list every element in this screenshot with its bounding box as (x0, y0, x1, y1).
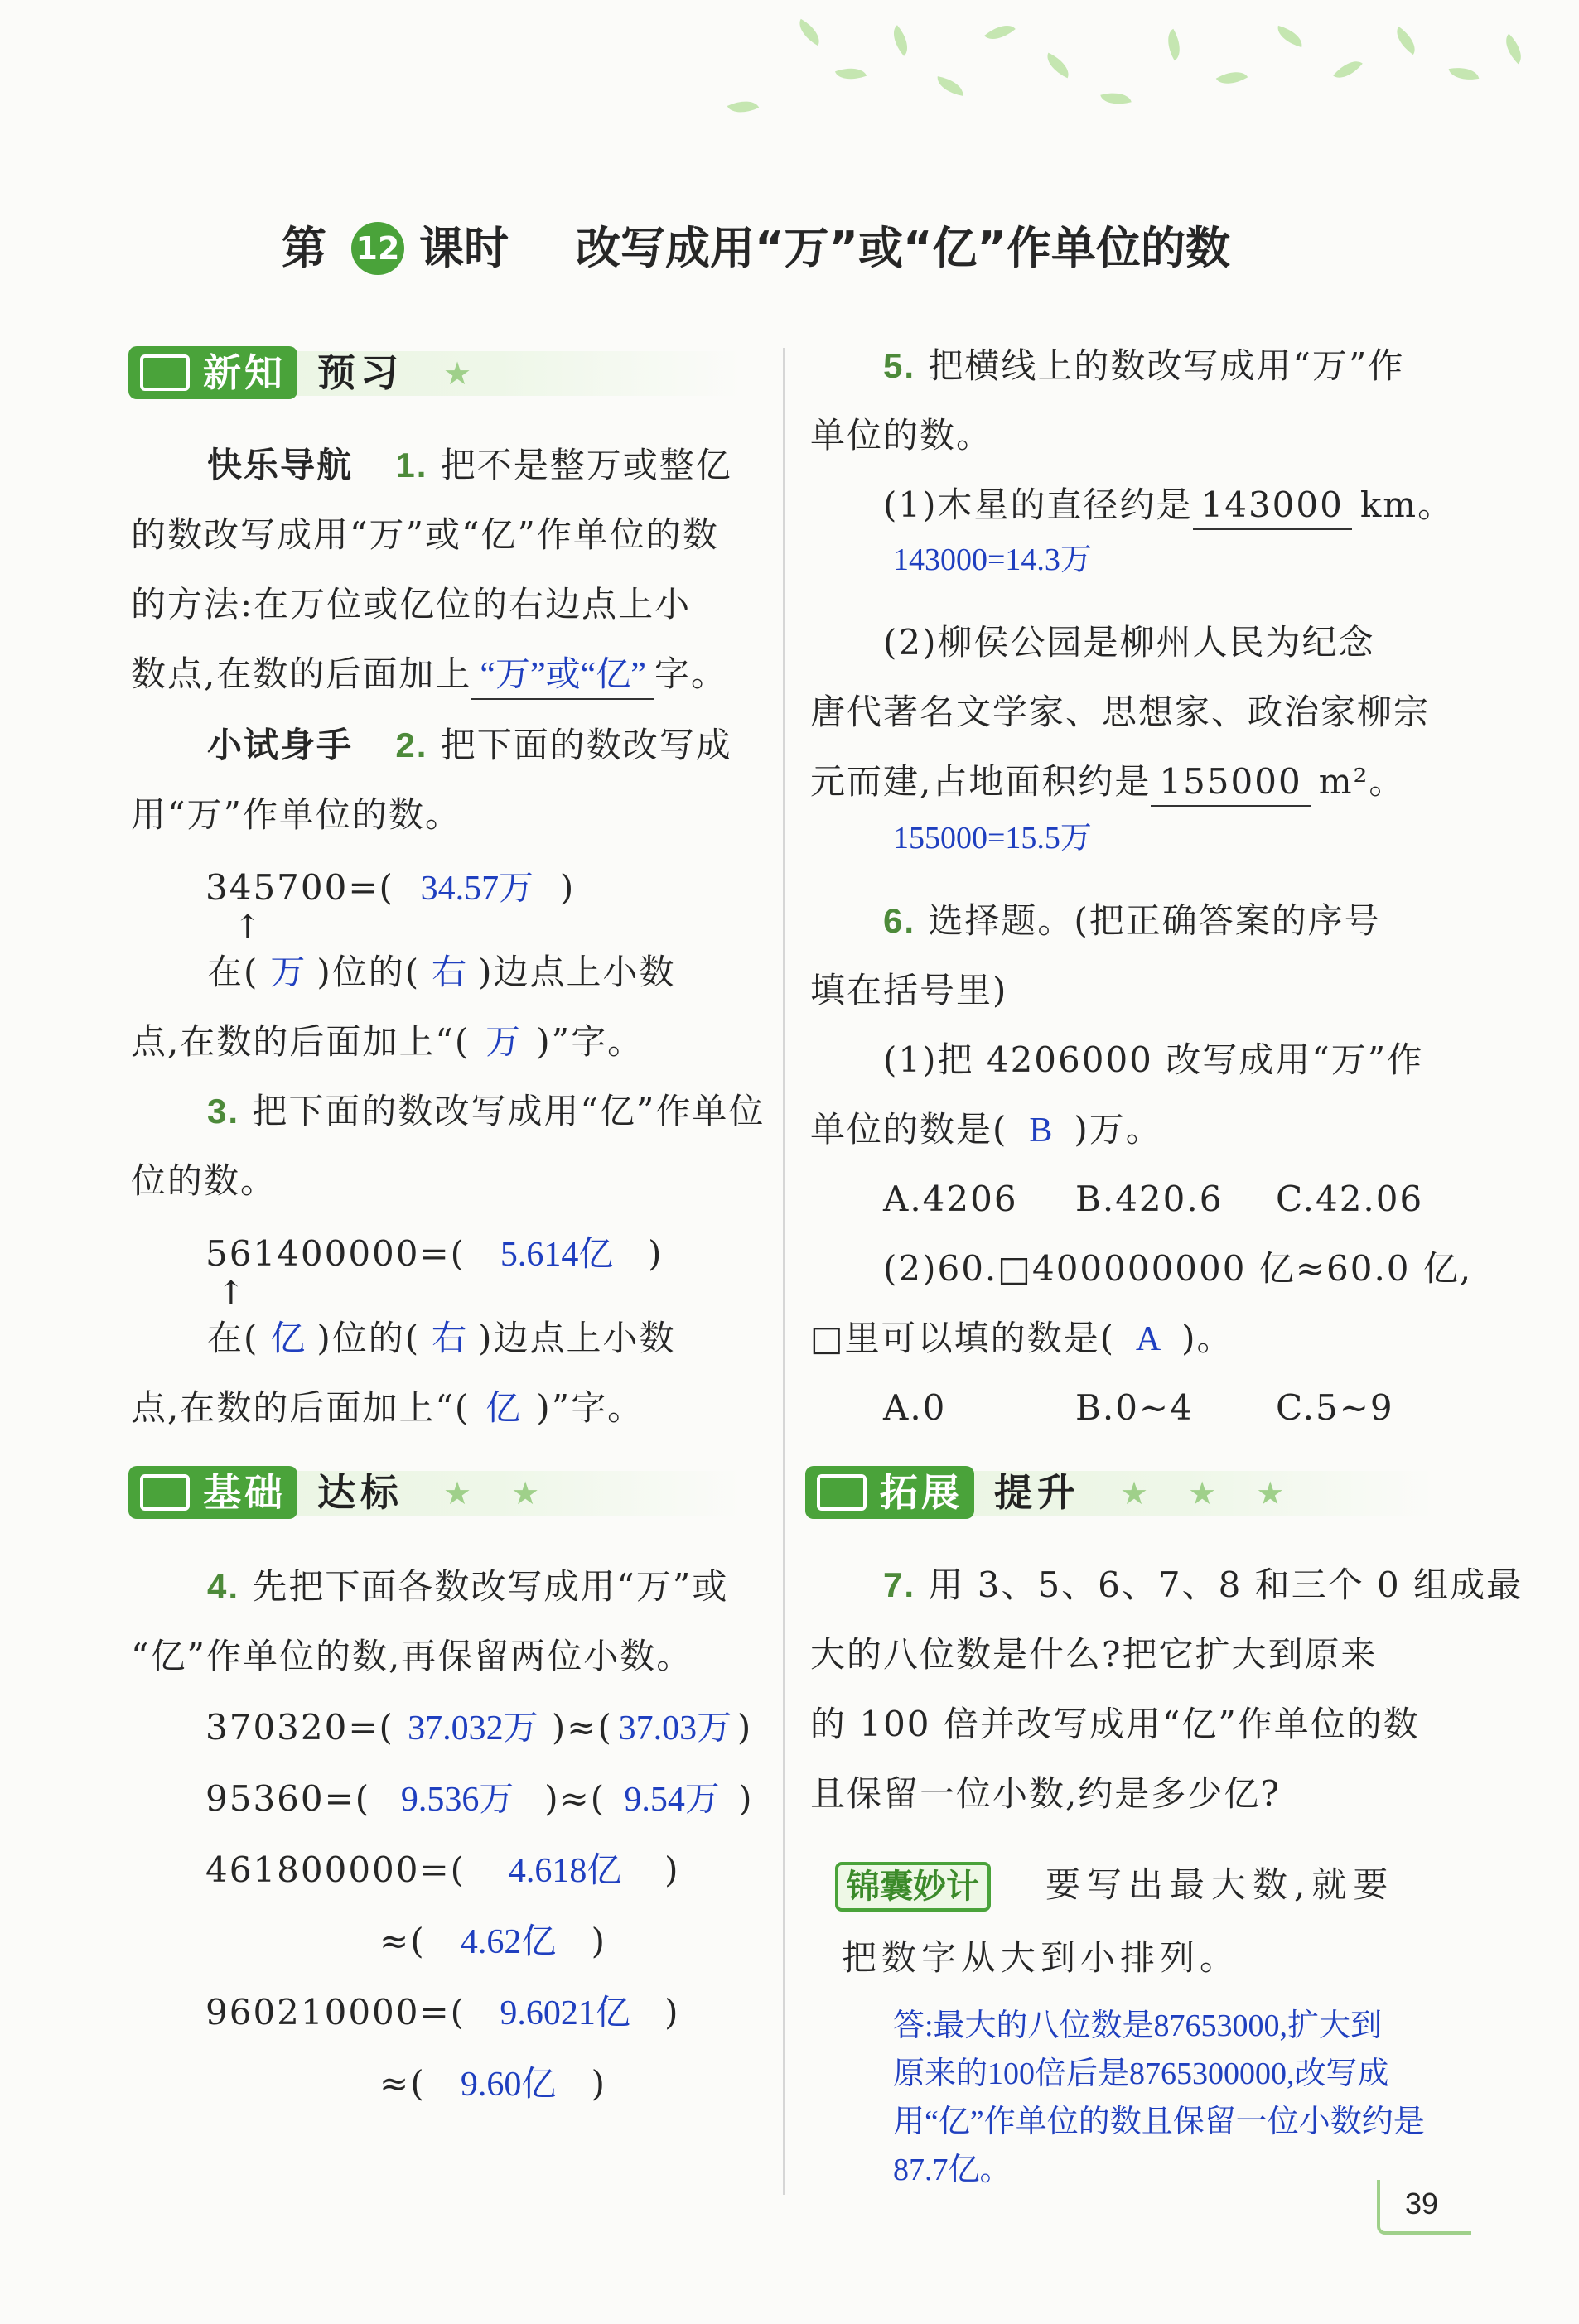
section-banner-extend (805, 1466, 1435, 1519)
q6-p2-line2b: )。 (1181, 1318, 1234, 1358)
section-tail: 提升 (994, 1470, 1080, 1515)
q2-fill-text: )位的( (316, 952, 421, 992)
pencil-icon (140, 1474, 190, 1511)
checklist-icon (817, 1474, 867, 1511)
q3-number: 3. (207, 1092, 240, 1131)
q6-p2-line2a: □里可以填的数是( (810, 1318, 1116, 1358)
q7-answer-line3: 用“亿”作单位的数且保留一位小数约是 (893, 2105, 1425, 2139)
q5-number: 5. (883, 346, 916, 385)
q4-expr: 960210000=( (205, 1992, 466, 2032)
q6-line2: 填在括号里) (810, 970, 1008, 1010)
lesson-number: 12 (355, 230, 400, 267)
q4-answer-exact: 4.618亿 (508, 1852, 622, 1890)
q3-fill-text: 在( (207, 1318, 259, 1358)
q1-line3: 的方法:在万位或亿位的右边点上小 (131, 584, 692, 624)
q4-approx: ≈( (379, 1921, 426, 1961)
q3-fill-text: )边点上小数 (478, 1318, 676, 1358)
q5-p2-line2: 唐代著名文学家、思想家、政治家柳宗 (810, 692, 1431, 732)
q2-line1: 把下面的数改写成 (440, 725, 732, 765)
q7-line2: 大的八位数是什么?把它扩大到原来 (810, 1634, 1378, 1675)
q1-line1: 把不是整万或整亿 (440, 445, 732, 485)
q2-answer-unit: 万 (485, 1024, 521, 1062)
q3-line2: 位的数。 (131, 1160, 278, 1201)
q3-answer-unit: 亿 (485, 1390, 521, 1428)
q6-line1: 选择题。(把正确答案的序号 (928, 900, 1381, 941)
lesson-suffix: 课时 (419, 222, 509, 274)
q1-answer: “万”或“亿” (471, 652, 654, 700)
q2-answer-side: 右 (432, 954, 467, 992)
q3-answer-side: 右 (432, 1320, 467, 1358)
star-rating: ★ (443, 355, 487, 392)
q4-row-4 (379, 1918, 606, 1965)
q4-expr: 95360=( (205, 1778, 371, 1819)
page-title: 改写成用“万”或“亿”作单位的数 (576, 222, 1230, 274)
q4-close: ) (738, 1778, 754, 1819)
q5-p2-line3b: m²。 (1318, 761, 1406, 802)
q3-answer: 5.614亿 (500, 1236, 614, 1274)
q2-number: 2. (395, 726, 428, 764)
q1-line4a: 数点,在数的后面加上 (131, 653, 472, 694)
q7-line4: 且保留一位小数,约是多少亿? (810, 1773, 1281, 1814)
q4-answer-rounded: 9.54万 (624, 1781, 720, 1819)
q4-close: ) (736, 1707, 753, 1748)
q6-p2-option-b: B.0~4 (1075, 1387, 1194, 1428)
star-rating: ★ ★ (443, 1475, 555, 1512)
q3-expr: 561400000=( (205, 1233, 466, 1274)
q3-close: ) (648, 1233, 664, 1274)
q4-approx: )≈( (544, 1778, 606, 1819)
q4-line2: “亿”作单位的数,再保留两位小数。 (131, 1636, 693, 1676)
tip-line1: 要写出最大数,就要 (1045, 1864, 1395, 1905)
lesson-prefix: 第 (282, 222, 326, 274)
q2-fill-text: )边点上小数 (478, 952, 676, 992)
q4-close: ) (591, 2063, 606, 2104)
q2-fill-text: )”字。 (536, 1021, 645, 1062)
q4-approx: ≈( (379, 2063, 426, 2104)
q2-label: 小试身手 (207, 725, 354, 765)
q7-line3: 的 100 倍并改写成用“亿”作单位的数 (810, 1704, 1420, 1744)
q5-p1b: km。 (1359, 485, 1455, 525)
q3-line1: 把下面的数改写成用“亿”作单位 (252, 1091, 765, 1131)
q4-row-3 (205, 1847, 679, 1894)
q6-p1-line2a: 单位的数是( (810, 1109, 1008, 1150)
page-number: 39 (1404, 2187, 1439, 2220)
q6-p2-option-a: A.0 (883, 1387, 947, 1428)
section-tag: 新知 (203, 350, 286, 395)
q4-answer-rounded: 4.62亿 (460, 1923, 557, 1961)
q4-row-1 (205, 1704, 752, 1752)
section-banner-preview (128, 346, 741, 399)
q5-p1-number: 143000 (1193, 482, 1352, 530)
q3-answer-place: 亿 (270, 1320, 306, 1358)
star-rating: ★ ★ ★ (1120, 1475, 1300, 1512)
q6-p1-option-c: C.42.06 (1276, 1179, 1424, 1219)
section-tag: 基础 (203, 1470, 286, 1515)
q1-line2: 的数改写成用“万”或“亿”作单位的数 (131, 514, 719, 555)
q6-number: 6. (883, 901, 916, 940)
q6-p2-option-c: C.5~9 (1276, 1387, 1394, 1428)
q4-row-2 (205, 1776, 754, 1823)
q5-p1-answer: 143000=14.3万 (893, 542, 1092, 577)
q4-approx: )≈( (551, 1707, 613, 1748)
q1-number: 1. (395, 446, 428, 485)
q6-p1-line1: (1)把 4206000 改写成用“万”作 (883, 1039, 1424, 1080)
q6-p1-line2b: )万。 (1074, 1109, 1162, 1150)
q6-p1-answer: B (1029, 1111, 1053, 1150)
q4-row-5 (205, 1989, 679, 2037)
q4-expr: 461800000=( (205, 1849, 466, 1890)
section-banner-basic (128, 1466, 741, 1519)
q4-answer-exact: 9.6021亿 (500, 1994, 630, 2032)
section-tail: 达标 (317, 1470, 403, 1515)
q5-p2-line1: (2)柳侯公园是柳州人民为纪念 (883, 622, 1375, 663)
q3-fill-text: )”字。 (536, 1387, 645, 1428)
tip-badge: 锦囊妙计 (835, 1862, 991, 1912)
q6-p2-answer: A (1135, 1320, 1161, 1358)
q2-fill-text: 点,在数的后面加上“( (131, 1021, 471, 1062)
arrow-icon: ↑ (217, 1275, 247, 1313)
q6-p2-line1: (2)60.□400000000 亿≈60.0 亿, (883, 1248, 1473, 1289)
q7-answer-line4: 87.7亿。 (893, 2153, 1012, 2187)
q5-p2-line3a: 元而建,占地面积约是 (810, 761, 1152, 802)
q4-expr: 370320=( (205, 1707, 394, 1748)
lesson-header (282, 215, 1359, 282)
q2-expr: 345700=( (205, 867, 394, 908)
q6-p1-option-b: B.420.6 (1075, 1179, 1224, 1219)
q4-answer-exact: 37.032万 (408, 1709, 538, 1748)
q1-label: 快乐导航 (207, 445, 354, 485)
column-divider (783, 348, 785, 2195)
q7-answer-line2: 原来的100倍后是8765300000,改写成 (893, 2056, 1389, 2091)
page-number-box (1377, 2180, 1471, 2235)
q2-fill-text: 在( (207, 952, 259, 992)
q5-p1a: (1)木星的直径约是 (883, 485, 1193, 525)
q5-p2-number: 155000 (1151, 759, 1310, 807)
q7-answer-line1: 答:最大的八位数是87653000,扩大到 (893, 2008, 1383, 2043)
q4-number: 4. (207, 1567, 240, 1606)
q6-p1-option-a: A.4206 (883, 1179, 1018, 1219)
q2-answer: 34.57万 (420, 870, 534, 908)
q2-line2: 用“万”作单位的数。 (131, 794, 461, 835)
book-icon (140, 354, 190, 391)
q4-close: ) (664, 1992, 680, 2032)
q3-fill-text: 点,在数的后面加上“( (131, 1387, 471, 1428)
tip-line2: 把数字从大到小排列。 (842, 1937, 1240, 1978)
q4-row-6 (379, 2061, 606, 2108)
q5-line1: 把横线上的数改写成用“万”作 (928, 345, 1405, 386)
q7-line1: 用 3、5、6、7、8 和三个 0 组成最 (928, 1565, 1523, 1605)
q1-line4b: 字。 (654, 653, 727, 694)
q2-close: ) (559, 867, 576, 908)
q4-answer-rounded: 9.60亿 (460, 2066, 557, 2104)
section-tag: 拓展 (880, 1470, 963, 1515)
q5-p2-answer: 155000=15.5万 (893, 821, 1092, 856)
section-tail: 预习 (317, 350, 403, 395)
q4-line1: 先把下面各数改写成用“万”或 (252, 1566, 729, 1607)
arrow-icon: ↑ (234, 909, 263, 947)
q4-close: ) (664, 1849, 680, 1890)
q2-answer-place: 万 (270, 954, 306, 992)
q4-close: ) (591, 1921, 606, 1961)
q5-line2: 单位的数。 (810, 415, 993, 456)
q3-fill-text: )位的( (316, 1318, 421, 1358)
q4-answer-exact: 9.536万 (400, 1781, 514, 1819)
q7-number: 7. (883, 1565, 916, 1604)
q4-answer-rounded: 37.03万 (618, 1709, 732, 1748)
